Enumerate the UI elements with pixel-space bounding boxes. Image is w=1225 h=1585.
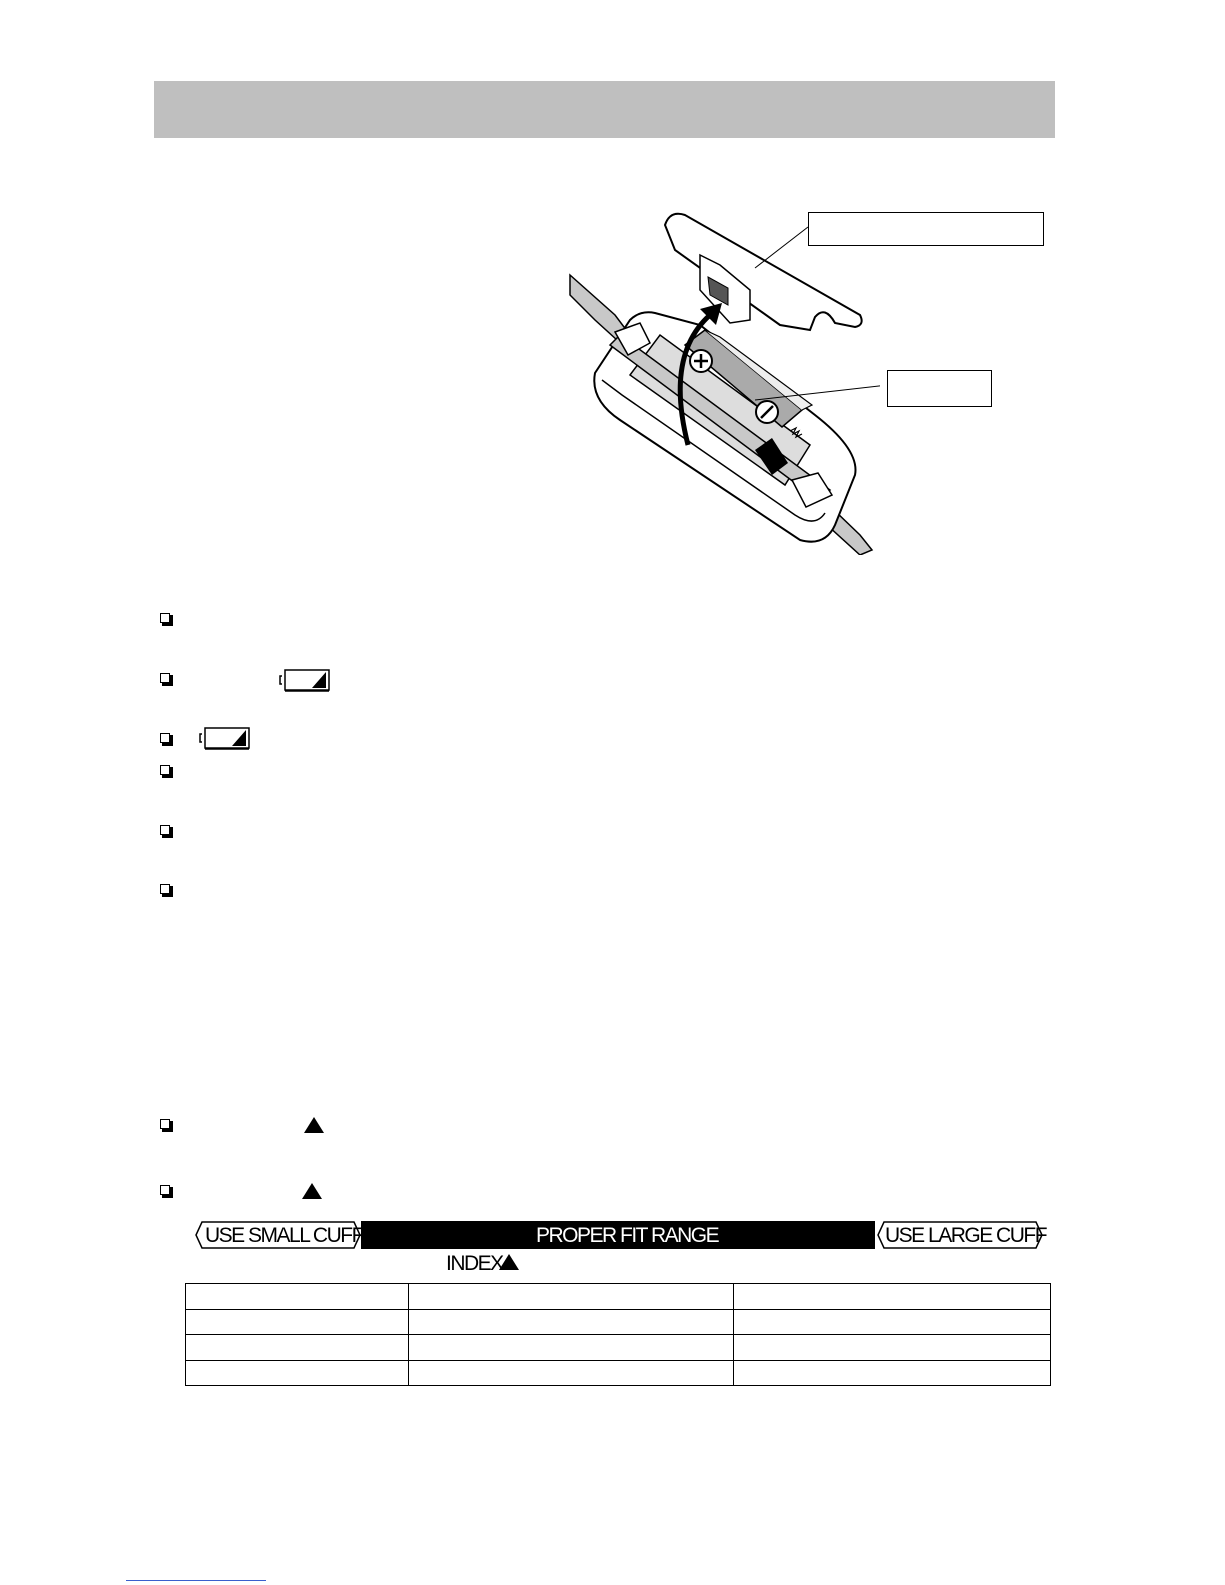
- table-cell: [186, 1309, 409, 1335]
- table-cell: [408, 1335, 734, 1361]
- footer-link-underline[interactable]: [126, 1580, 266, 1581]
- table-cell: [408, 1284, 734, 1310]
- callout-battery: [887, 370, 992, 407]
- table-cell: [186, 1335, 409, 1361]
- table-row: [186, 1284, 1051, 1310]
- index-triangle-icon: [304, 1117, 324, 1133]
- callout-battery-cover: [808, 212, 1044, 246]
- use-small-cuff-label: USE SMALL CUFF: [205, 1224, 363, 1247]
- low-battery-icon: [198, 726, 252, 750]
- battery-compartment-illustration: [560, 195, 880, 555]
- table-cell: [734, 1284, 1051, 1310]
- low-battery-icon: [278, 668, 332, 692]
- index-marker-icon: [499, 1254, 519, 1270]
- table-cell: [408, 1309, 734, 1335]
- proper-fit-range-label: PROPER FIT RANGE: [536, 1224, 719, 1247]
- checkbox-item-8: [160, 1185, 173, 1198]
- index-label: INDEX: [446, 1252, 503, 1275]
- table-cell: [734, 1335, 1051, 1361]
- cuff-size-table: [185, 1283, 1051, 1386]
- use-large-cuff-label: USE LARGE CUFF: [885, 1224, 1047, 1247]
- table-cell: [734, 1309, 1051, 1335]
- checkbox-item-6: [160, 884, 173, 897]
- checkbox-item-3: [160, 733, 173, 746]
- checkbox-item-2: [160, 673, 173, 686]
- table-cell: [408, 1360, 734, 1386]
- table-row: [186, 1335, 1051, 1361]
- checkbox-item-4: [160, 765, 173, 778]
- table-cell: [186, 1360, 409, 1386]
- checkbox-item-7: [160, 1119, 173, 1132]
- index-triangle-icon: [302, 1183, 322, 1199]
- table-cell: [186, 1284, 409, 1310]
- checkbox-item-5: [160, 825, 173, 838]
- checkbox-item-1: [160, 613, 173, 626]
- table-cell: [734, 1360, 1051, 1386]
- table-row: [186, 1360, 1051, 1386]
- table-row: [186, 1309, 1051, 1335]
- section-header-band: [154, 81, 1055, 138]
